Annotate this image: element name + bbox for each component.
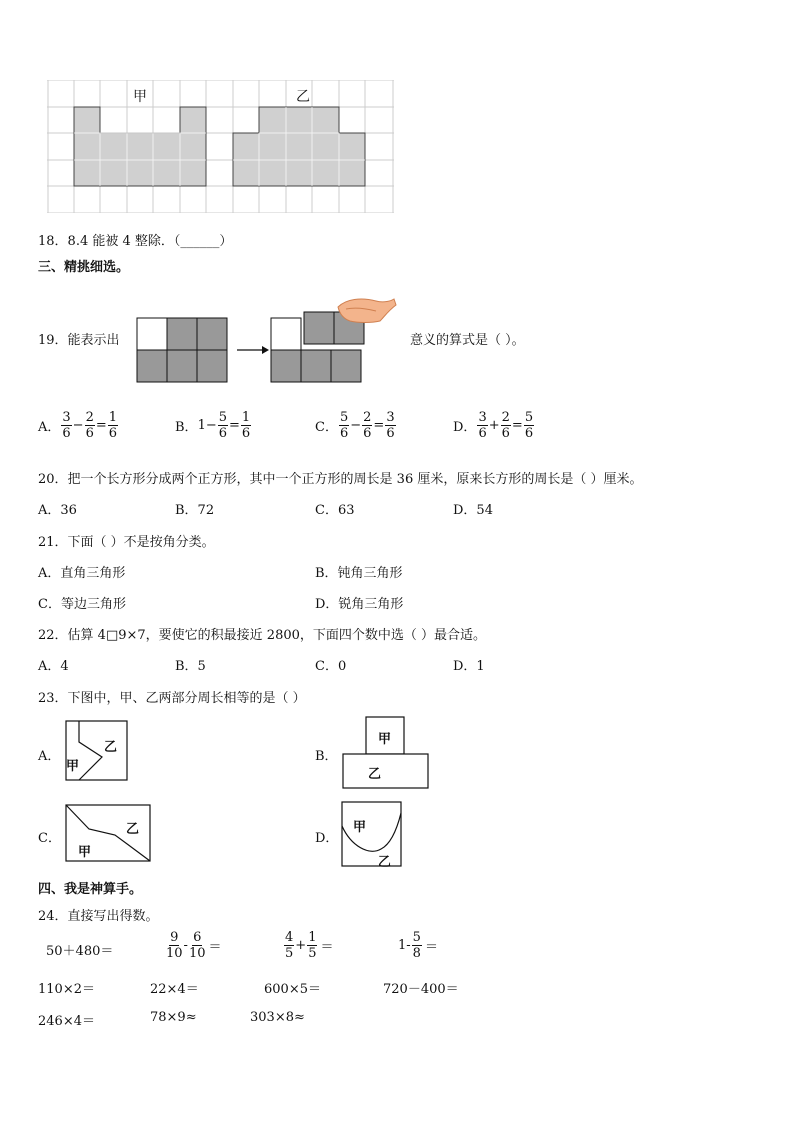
fraction: $\frac{5}{8}$ <box>412 930 421 961</box>
q21-option-a[interactable]: A．直角三角形 <box>38 566 126 581</box>
q23-c-label-jia: 甲 <box>78 845 92 860</box>
equals-sign: = <box>229 418 240 433</box>
q19-option-d[interactable] <box>453 410 535 441</box>
operator: − <box>350 418 362 433</box>
operator: - <box>183 938 188 953</box>
question-22: 22．估算 4□9×7，要使它的积最接近 2800，下面四个数中选（ ）最合适。 <box>38 628 487 643</box>
q22-option-c[interactable]: C．0 <box>315 659 347 674</box>
fraction-illustration <box>136 297 398 385</box>
q20-option-d[interactable]: D．54 <box>453 503 493 518</box>
q19-option-c[interactable] <box>315 410 397 441</box>
operator: − <box>72 418 84 433</box>
q23-c-label-yi: 乙 <box>126 822 140 837</box>
equals-sign: ＝ <box>424 940 438 955</box>
calc-row2-item4: 720－400＝ <box>383 982 459 997</box>
fraction: $\frac{6}{10}$ <box>188 930 206 961</box>
leading-term: 1− <box>197 418 217 433</box>
q23-b-label-yi: 乙 <box>368 767 382 782</box>
q23-option-d-label[interactable]: D． <box>315 831 339 846</box>
calc-row1-item4 <box>398 930 438 961</box>
leading-term: 1- <box>398 938 411 953</box>
q21-option-d[interactable]: D．锐角三角形 <box>315 597 404 612</box>
calc-row2-item1: 110×2＝ <box>38 982 95 997</box>
equals-sign: ＝ <box>208 940 222 955</box>
q19-option-a[interactable] <box>38 410 119 441</box>
question-21: 21．下面（ ）不是按角分类。 <box>38 535 215 550</box>
fraction: $\frac{3}{6}$ <box>386 410 395 441</box>
fraction: $\frac{2}{6}$ <box>363 410 372 441</box>
fraction: $\frac{5}{6}$ <box>339 410 349 441</box>
q20-option-b[interactable]: B．72 <box>175 503 215 518</box>
calc-row3-item1: 246×4＝ <box>38 1014 95 1029</box>
calc-row3-item2: 78×9≈ <box>150 1010 197 1025</box>
fraction: $\frac{5}{6}$ <box>218 410 228 441</box>
q23-a-label-jia: 甲 <box>66 759 80 774</box>
q20-option-a[interactable]: A．36 <box>38 503 77 518</box>
fraction: $\frac{3}{6}$ <box>478 410 487 441</box>
fraction: $\frac{1}{6}$ <box>241 410 251 441</box>
q21-option-b[interactable]: B．钝角三角形 <box>315 566 403 581</box>
q23-a-label-yi: 乙 <box>104 740 118 755</box>
calc-row3-item3: 303×8≈ <box>250 1010 305 1025</box>
q19-option-b[interactable] <box>175 410 252 441</box>
question-19-prefix: 19．能表示出 <box>38 333 120 348</box>
q22-option-b[interactable]: B．5 <box>175 659 206 674</box>
equals-sign: ＝ <box>320 940 334 955</box>
grid-label-yi: 乙 <box>296 89 310 105</box>
calc-row2-item3: 600×5＝ <box>264 982 321 997</box>
hand-icon <box>338 299 396 323</box>
question-18: 18．8.4 能被 4 整除．（______） <box>38 234 233 249</box>
q23-option-c-label[interactable]: C． <box>38 831 61 846</box>
fraction: $\frac{9}{10}$ <box>166 930 183 961</box>
q23-d-label-yi: 乙 <box>378 855 392 870</box>
section-3-title: 三、精挑细选。 <box>38 260 130 275</box>
fraction: $\frac{1}{5}$ <box>308 930 317 961</box>
fraction: $\frac{2}{6}$ <box>85 410 94 441</box>
question-20: 20．把一个长方形分成两个正方形，其中一个正方形的周长是 36 厘米，原来长方形的周长是（ ）厘米。 <box>38 472 643 487</box>
perimeter-grid-figure <box>47 80 394 213</box>
calc-row1-item2 <box>165 930 222 961</box>
question-23: 23．下图中，甲、乙两部分周长相等的是（ ） <box>38 691 306 706</box>
equals-sign: = <box>373 418 385 433</box>
equals-sign: = <box>511 418 523 433</box>
q23-d-label-jia: 甲 <box>353 820 367 835</box>
fraction: $\frac{4}{5}$ <box>285 930 294 961</box>
option-label: B． <box>175 420 198 435</box>
option-label: D． <box>453 420 477 435</box>
q23-figure-d <box>341 801 403 868</box>
operator: + <box>488 418 500 433</box>
fraction: $\frac{3}{6}$ <box>62 410 71 441</box>
q21-option-c[interactable]: C．等边三角形 <box>38 597 126 612</box>
question-24: 24．直接写出得数。 <box>38 909 159 924</box>
section-4-title: 四、我是神算手。 <box>38 882 143 897</box>
fraction: $\frac{5}{6}$ <box>524 410 534 441</box>
q22-option-a[interactable]: A．4 <box>38 659 69 674</box>
shape-yi <box>233 107 365 186</box>
calc-row2-item2: 22×4＝ <box>150 982 199 997</box>
question-19-suffix: 意义的算式是（ ）。 <box>410 333 525 348</box>
grid-label-jia: 甲 <box>133 89 147 105</box>
fraction: $\frac{1}{6}$ <box>108 410 118 441</box>
option-label: C． <box>315 420 338 435</box>
q20-option-c[interactable]: C．63 <box>315 503 355 518</box>
fraction: $\frac{2}{6}$ <box>501 410 510 441</box>
q23-b-label-jia: 甲 <box>378 732 392 747</box>
shape-jia <box>74 107 206 186</box>
operator: + <box>295 938 307 953</box>
q23-option-b-label[interactable]: B． <box>315 749 338 764</box>
option-label: A． <box>38 420 61 435</box>
calc-row1-item1: 50＋480＝ <box>46 944 114 959</box>
q22-option-d[interactable]: D．1 <box>453 659 485 674</box>
equals-sign: = <box>95 418 107 433</box>
calc-row1-item3 <box>283 930 333 961</box>
q23-option-a-label[interactable]: A． <box>38 749 61 764</box>
